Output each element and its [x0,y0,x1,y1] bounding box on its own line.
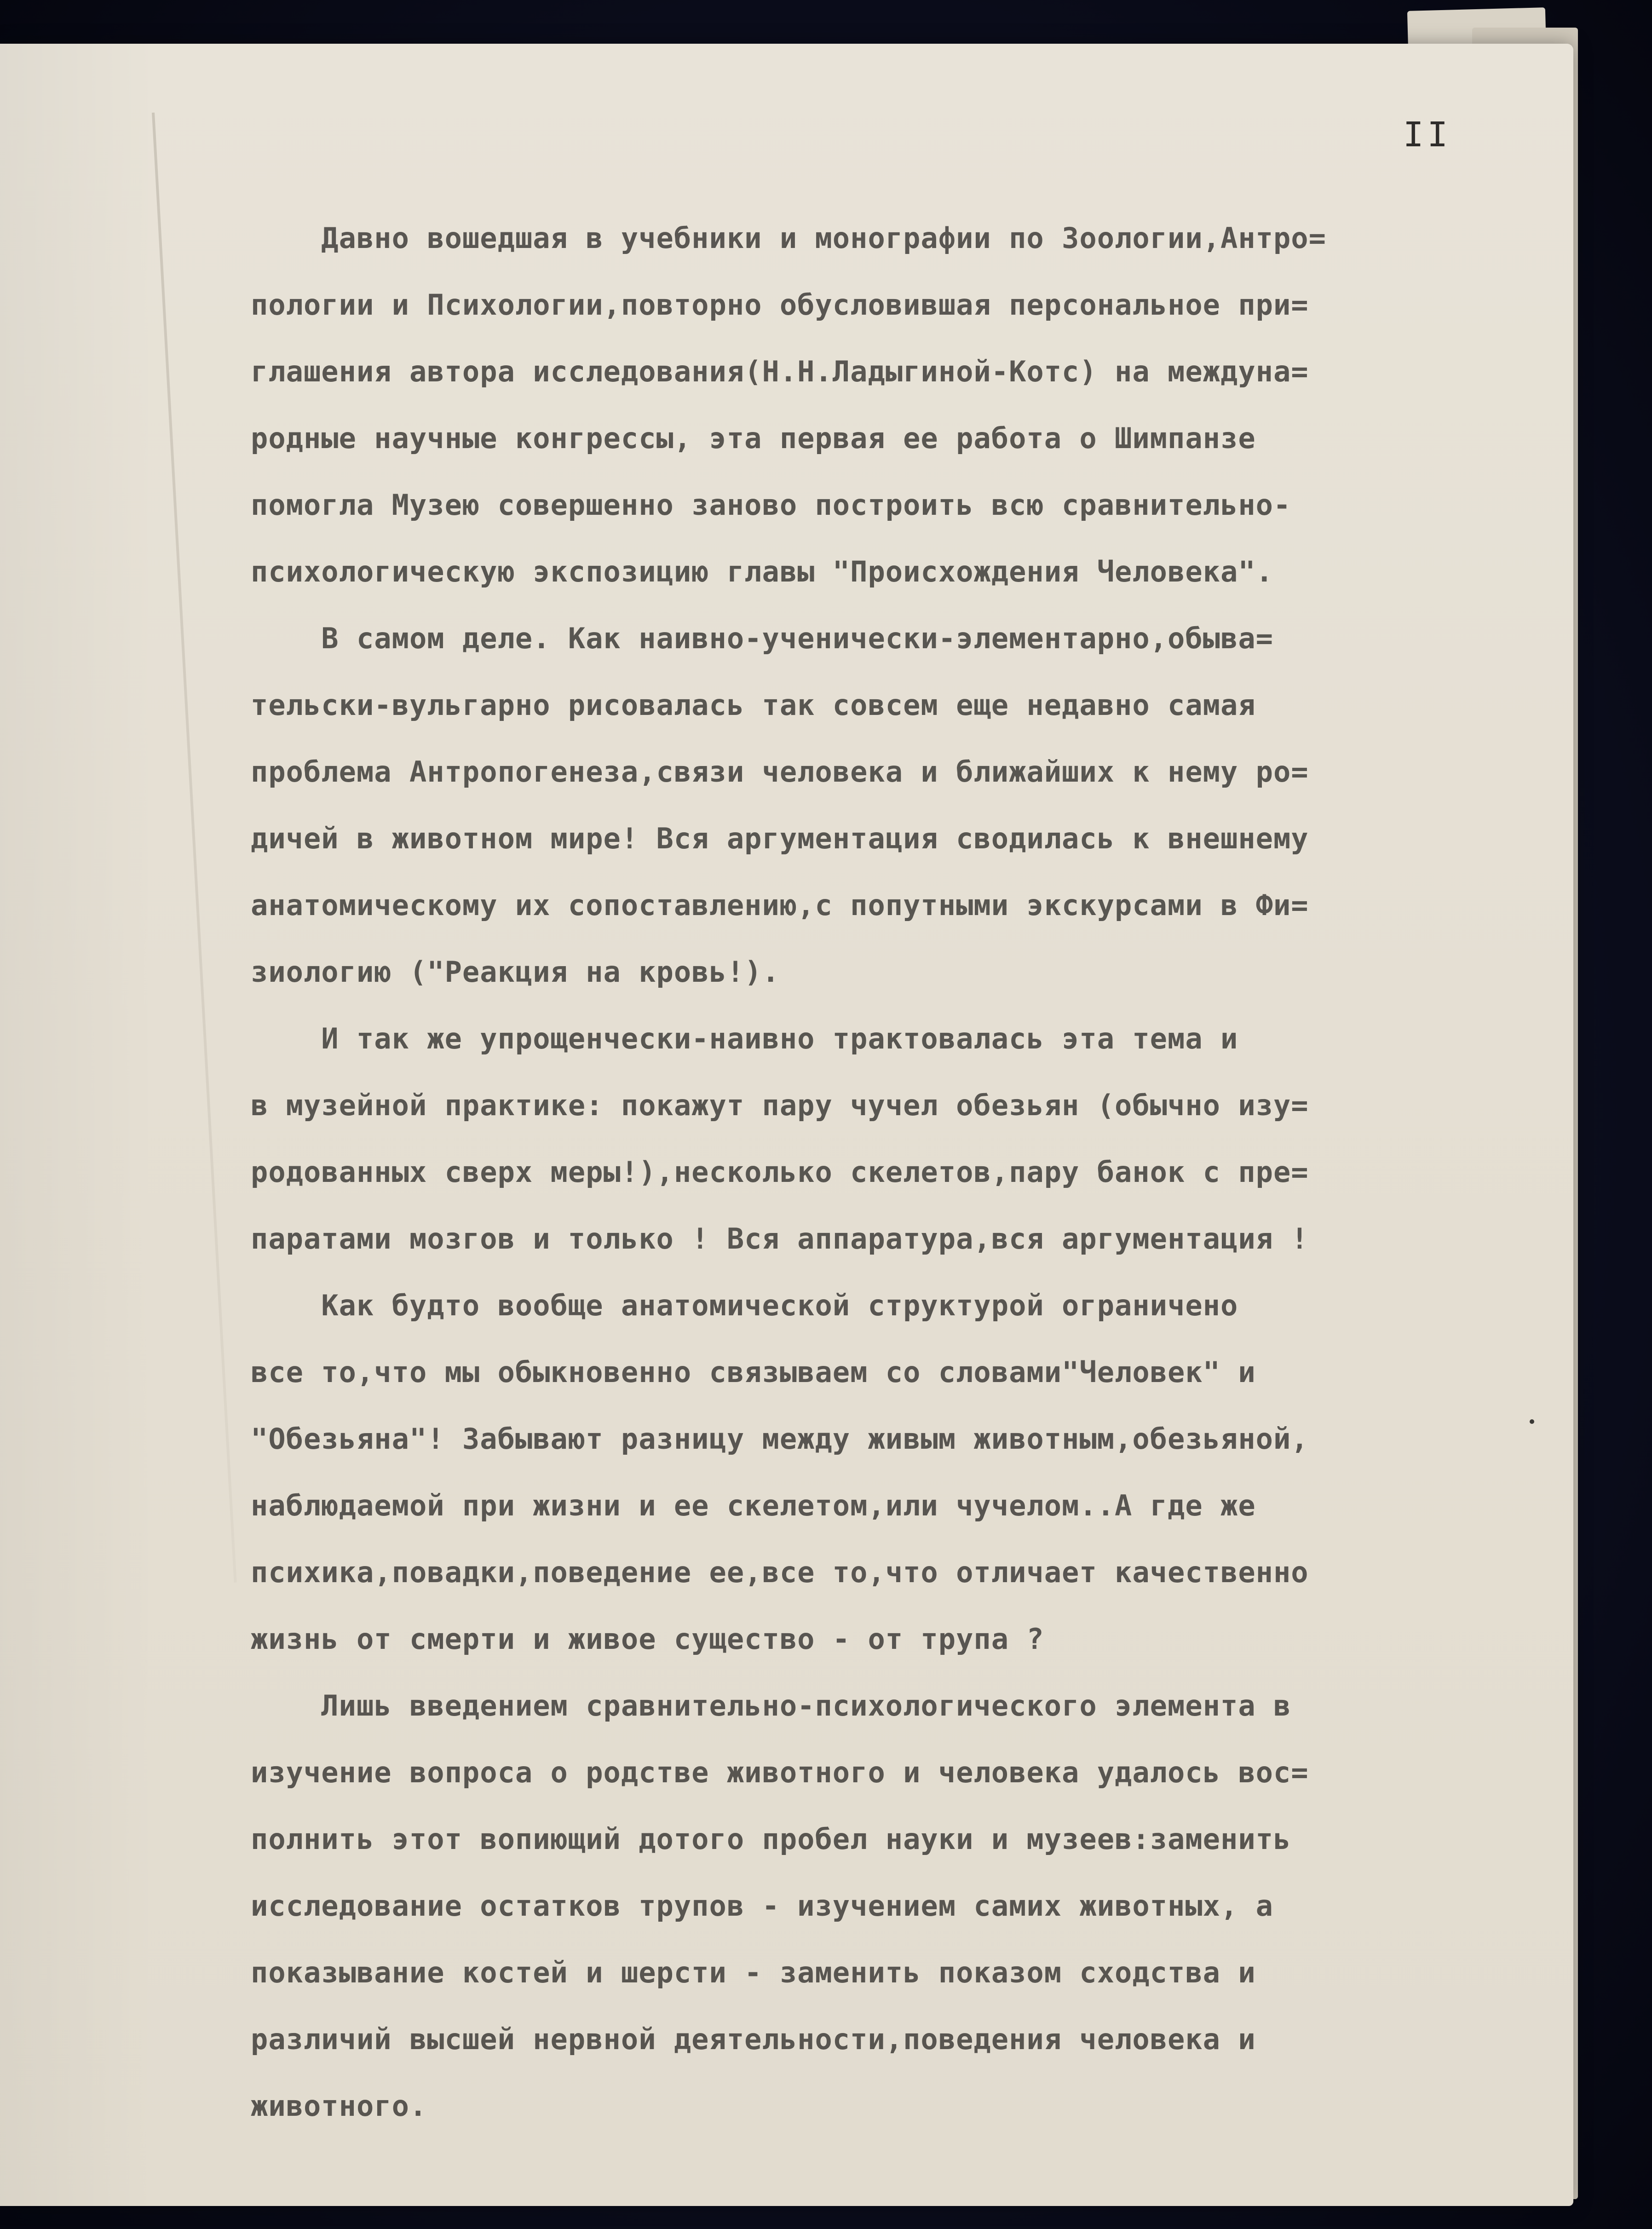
text-line: показывание костей и шерсти - заменить показом сходства и [251,1956,1256,1989]
text-line: различий высшей нервной деятельности,поведения человека и [251,2022,1256,2056]
text-line: психологическую экспозицию главы "Происхождения Человека". [251,555,1273,588]
page-shade [0,44,156,2206]
text-line: И так же упрощенчески-наивно трактовалась эта тема и [251,1022,1238,1055]
text-line: изучение вопроса о родстве животного и человека удалось вос= [251,1756,1309,1789]
text-line: дичей в животном мире! Вся аргументация сводилась к внешнему [251,822,1309,855]
page-number: II [1403,115,1452,155]
text-line: "Обезьяна"! Забывают разницу между живым животным,обезьяной, [251,1422,1309,1456]
text-line: полнить этот вопиющий дотого пробел науки и музеев:заменить [251,1822,1291,1856]
text-line: паратами мозгов и только ! Вся аппаратура,вся аргументация ! [251,1222,1309,1256]
page-fold-crease [152,113,237,1583]
text-line: в музейной практике: покажут пару чучел обезьян (обычно изу= [251,1089,1309,1122]
text-line: психика,повадки,поведение ее,все то,что отличает качественно [251,1555,1309,1589]
ink-dot-mark [1530,1419,1534,1424]
text-line: родные научные конгрессы, эта первая ее работа о Шимпанзе [251,421,1256,455]
text-line: Лишь введением сравнительно-психологического элемента в [251,1689,1291,1722]
text-line: жизнь от смерти и живое существо - от трупа ? [251,1622,1044,1656]
text-line: помогла Музею совершенно заново построить всю сравнительно- [251,488,1291,522]
text-line: пологии и Психологии,повторно обусловившая персональное при= [251,288,1309,322]
text-line: Как будто вообще анатомической структурой ограничено [251,1289,1238,1322]
text-line: В самом деле. Как наивно-ученически-элементарно,обыва= [251,622,1273,655]
text-line: все то,что мы обыкновенно связываем со словами"Человек" и [251,1355,1256,1389]
text-line: родованных сверх меры!),несколько скелетов,пару банок с пре= [251,1155,1309,1189]
text-line: исследование остатков трупов - изучением самих животных, а [251,1889,1273,1923]
text-line: Давно вошедшая в учебники и монографии по Зоологии,Антро= [251,221,1326,255]
text-line: зиологию ("Реакция на кровь!). [251,955,780,989]
document-page [0,44,1573,2206]
text-line: животного. [251,2089,427,2123]
text-line: проблема Антропогенеза,связи человека и ближайших к нему ро= [251,755,1309,789]
text-line: наблюдаемой при жизни и ее скелетом,или чучелом..А где же [251,1489,1256,1522]
text-line: тельски-вульгарно рисовалась так совсем еще недавно самая [251,688,1256,722]
text-line: глашения автора исследования(Н.Н.Ладыгиной-Котс) на междуна= [251,355,1309,388]
typewritten-body [251,205,1493,2139]
text-line: анатомическому их сопоставлению,с попутными экскурсами в Фи= [251,888,1309,922]
